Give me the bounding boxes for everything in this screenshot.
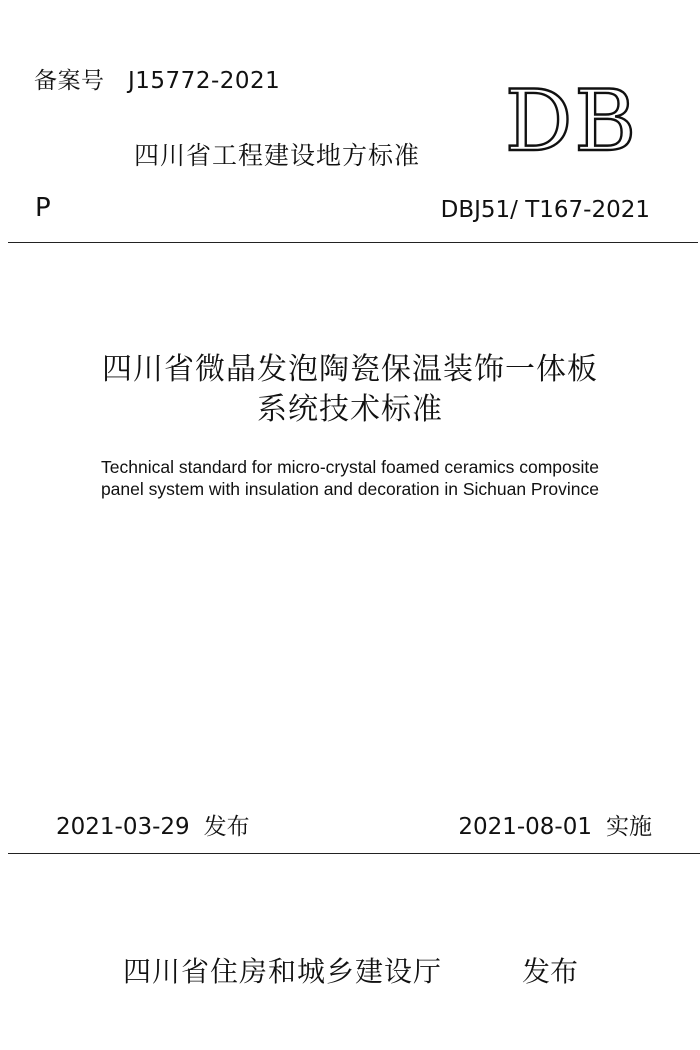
- standard-number: DBJ51/ T167-2021: [440, 197, 650, 223]
- db-logo: DB: [505, 72, 639, 170]
- title-english: [0, 456, 700, 500]
- record-number: 备案号 J15772-2021: [34, 68, 281, 94]
- release-label: 发布: [203, 814, 250, 840]
- effective-date: 2021-08-01: [458, 814, 592, 840]
- issuer-type: 四川省工程建设地方标准: [134, 141, 421, 170]
- publish-label: 发布: [522, 955, 579, 988]
- title-english-line-1: Technical standard for micro-crystal foamed ceramics composite: [101, 457, 599, 477]
- title-english-line-2: panel system with insulation and decoration in Sichuan Province: [100, 479, 600, 499]
- bottom-divider: [8, 853, 700, 854]
- title-chinese-line-1: 四川省微晶发泡陶瓷保温装饰一体板: [102, 352, 598, 387]
- top-divider: [8, 242, 698, 243]
- publisher: 四川省住房和城乡建设厅: [123, 955, 443, 988]
- category-code: P: [35, 193, 51, 223]
- release-date-block: [56, 808, 250, 841]
- title-chinese: [0, 350, 700, 430]
- release-date: 2021-03-29: [56, 814, 190, 840]
- effective-date-block: [458, 808, 652, 841]
- effective-label: 实施: [606, 814, 652, 840]
- title-chinese-line-2: 系统技术标准: [257, 392, 443, 427]
